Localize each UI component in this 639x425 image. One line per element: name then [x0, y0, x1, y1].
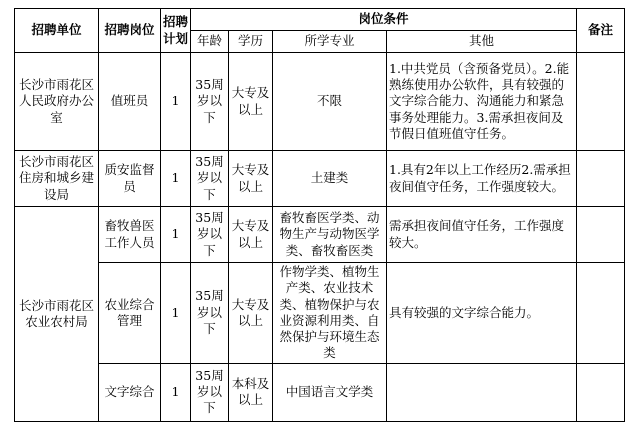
- cell-age: 35周岁以下: [191, 151, 229, 207]
- cell-education: 大专及以上: [229, 151, 273, 207]
- cell-unit: 长沙市雨花区农业农村局: [15, 207, 99, 422]
- cell-age: 35周岁以下: [191, 53, 229, 151]
- cell-education: 大专及以上: [229, 53, 273, 151]
- cell-age: 35周岁以下: [191, 263, 229, 364]
- cell-position: 农业综合管理: [99, 263, 161, 364]
- cell-other: 1.具有2年以上工作经历2.需承担夜间值守任务，工作强度较大。: [387, 151, 577, 207]
- cell-position: 文字综合: [99, 363, 161, 421]
- cell-plan: 1: [161, 363, 191, 421]
- table-row: [15, 263, 625, 364]
- header-education: 学历: [229, 31, 273, 53]
- header-plan: 招聘计划: [161, 9, 191, 53]
- cell-major: 不限: [273, 53, 387, 151]
- recruitment-table: [14, 8, 625, 422]
- cell-unit: 长沙市雨花区人民政府办公室: [15, 53, 99, 151]
- cell-other: 具有较强的文字综合能力。: [387, 263, 577, 364]
- cell-remark: [577, 151, 625, 207]
- cell-major: 土建类: [273, 151, 387, 207]
- cell-education: 大专及以上: [229, 263, 273, 364]
- cell-position: 畜牧兽医工作人员: [99, 207, 161, 263]
- header-other: 其他: [387, 31, 577, 53]
- header-age: 年龄: [191, 31, 229, 53]
- cell-major: 中国语言文学类: [273, 363, 387, 421]
- cell-other: 需承担夜间值守任务，工作强度较大。: [387, 207, 577, 263]
- cell-major: 畜牧畜医学类、动物生产与动物医学类、畜牧畜医类: [273, 207, 387, 263]
- cell-plan: 1: [161, 207, 191, 263]
- cell-remark: [577, 207, 625, 263]
- cell-unit: 长沙市雨花区住房和城乡建设局: [15, 151, 99, 207]
- cell-age: 35周岁以下: [191, 363, 229, 421]
- cell-major: 作物学类、植物生产类、农业技术类、植物保护与农业资源利用类、自然保护与环境生态类: [273, 263, 387, 364]
- header-remark: 备注: [577, 9, 625, 53]
- header-conditions: 岗位条件: [191, 9, 577, 31]
- table-row: [15, 151, 625, 207]
- cell-remark: [577, 53, 625, 151]
- cell-remark: [577, 263, 625, 364]
- table-row: [15, 363, 625, 421]
- cell-position: 质安监督员: [99, 151, 161, 207]
- header-position: 招聘岗位: [99, 9, 161, 53]
- cell-remark: [577, 363, 625, 421]
- cell-other: [387, 363, 577, 421]
- cell-education: 本科及以上: [229, 363, 273, 421]
- header-unit: 招聘单位: [15, 9, 99, 53]
- cell-other: 1.中共党员（含预备党员）。2.能熟练使用办公软件，具有较强的文字综合能力、沟通能力和紧急事务处理能力。3.需承担夜间及节假日值班值守任务。: [387, 53, 577, 151]
- cell-education: 大专及以上: [229, 207, 273, 263]
- cell-plan: 1: [161, 151, 191, 207]
- cell-plan: 1: [161, 53, 191, 151]
- cell-position: 值班员: [99, 53, 161, 151]
- cell-plan: 1: [161, 263, 191, 364]
- table-row: [15, 53, 625, 151]
- table-row: [15, 207, 625, 263]
- cell-age: 35周岁以下: [191, 207, 229, 263]
- header-major: 所学专业: [273, 31, 387, 53]
